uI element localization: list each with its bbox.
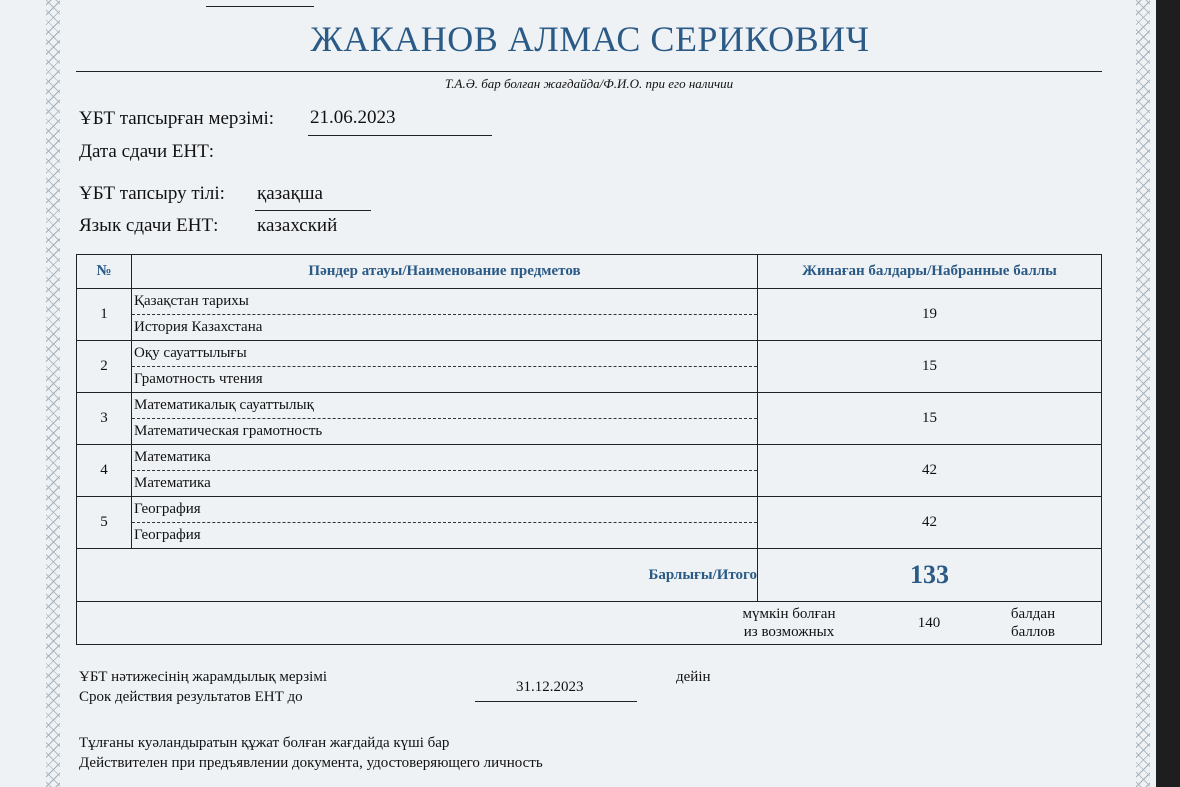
- row-score: 15: [758, 393, 1102, 445]
- row-score: 15: [758, 341, 1102, 393]
- possible-value: 140: [917, 615, 941, 631]
- decorative-border-right: [1136, 0, 1150, 787]
- row-subject: [132, 393, 758, 445]
- points-label-kz: балдан: [1010, 606, 1056, 622]
- exam-date-label-ru: Дата сдачи ЕНТ:: [79, 141, 215, 162]
- total-label: Барлығы/Итого: [77, 549, 758, 602]
- decorative-border-left: [46, 0, 60, 787]
- table-row: [77, 289, 1102, 341]
- subject-kz: Оқу сауаттылығы: [132, 341, 757, 367]
- exam-language-label-ru: Язык сдачи ЕНТ:: [79, 215, 219, 236]
- row-num: 3: [77, 393, 132, 445]
- row-subject: [132, 497, 758, 549]
- subject-ru: Математическая грамотность: [134, 423, 323, 439]
- validity-label-kz: ҰБТ нәтижесінің жарамдылық мерзімі: [79, 669, 327, 685]
- subject-ru: История Казахстана: [134, 319, 263, 335]
- subject-kz: Қазақстан тарихы: [132, 289, 757, 315]
- table-header-row: [77, 255, 1102, 289]
- row-num: 1: [77, 289, 132, 341]
- exam-language-value-kz: қазақша: [257, 183, 323, 204]
- possible-label-ru: из возможных: [743, 624, 835, 640]
- exam-language-underline: [255, 210, 371, 211]
- row-num: 2: [77, 341, 132, 393]
- name-caption: Т.А.Ә. бар болған жағдайда/Ф.И.О. при его наличии: [444, 76, 734, 91]
- name-underline: [76, 71, 1102, 72]
- header-subject: Пәндер атауы/Наименование предметов: [132, 255, 758, 289]
- exam-date-value: 21.06.2023: [310, 107, 396, 128]
- possible-row: [77, 602, 1102, 645]
- possible-label-kz: мүмкін болған: [742, 606, 836, 622]
- row-subject: [132, 341, 758, 393]
- total-value: 133: [758, 549, 1102, 602]
- note-kz: Тұлғаны куәландыратын құжат болған жағдайда күші бар: [79, 735, 450, 751]
- points-label-ru: баллов: [1011, 624, 1055, 640]
- row-score: 42: [758, 497, 1102, 549]
- subject-kz: Математикалық сауаттылық: [132, 393, 757, 419]
- table-row: [77, 393, 1102, 445]
- table-row: [77, 341, 1102, 393]
- table-row: [77, 445, 1102, 497]
- exam-language-label-kz: ҰБТ тапсыру тілі:: [79, 183, 225, 204]
- validity-date: 31.12.2023: [516, 679, 584, 695]
- row-score: 42: [758, 445, 1102, 497]
- row-num: 5: [77, 497, 132, 549]
- validity-date-underline: [475, 701, 637, 702]
- total-row: [77, 549, 1102, 602]
- row-num: 4: [77, 445, 132, 497]
- row-score: 19: [758, 289, 1102, 341]
- possible-cell: [77, 602, 1102, 645]
- subject-ru: Математика: [134, 475, 211, 491]
- validity-until: дейін: [676, 669, 711, 685]
- exam-language-value-ru: казахский: [257, 215, 338, 236]
- header-num: №: [77, 255, 132, 289]
- validity-label-ru: Срок действия результатов ЕНТ до: [79, 689, 303, 705]
- header-score: Жинаған балдары/Набранные баллы: [758, 255, 1102, 289]
- note-ru: Действителен при предъявлении документа, удостоверяющего личность: [79, 755, 543, 771]
- exam-date-label-kz: ҰБТ тапсырған мерзімі:: [79, 108, 275, 129]
- subject-ru: География: [134, 527, 201, 543]
- row-subject: [132, 445, 758, 497]
- subject-kz: Математика: [132, 445, 757, 471]
- top-divider: [206, 6, 314, 7]
- possible-label: [727, 605, 851, 641]
- subject-ru: Грамотность чтения: [134, 371, 263, 387]
- scores-table: [76, 254, 1102, 645]
- exam-date-underline: [308, 135, 492, 136]
- row-subject: [132, 289, 758, 341]
- subject-kz: География: [132, 497, 757, 523]
- student-name: ЖАКАНОВ АЛМАС СЕРИКОВИЧ: [310, 19, 870, 59]
- points-label: [1005, 605, 1061, 641]
- table-row: [77, 497, 1102, 549]
